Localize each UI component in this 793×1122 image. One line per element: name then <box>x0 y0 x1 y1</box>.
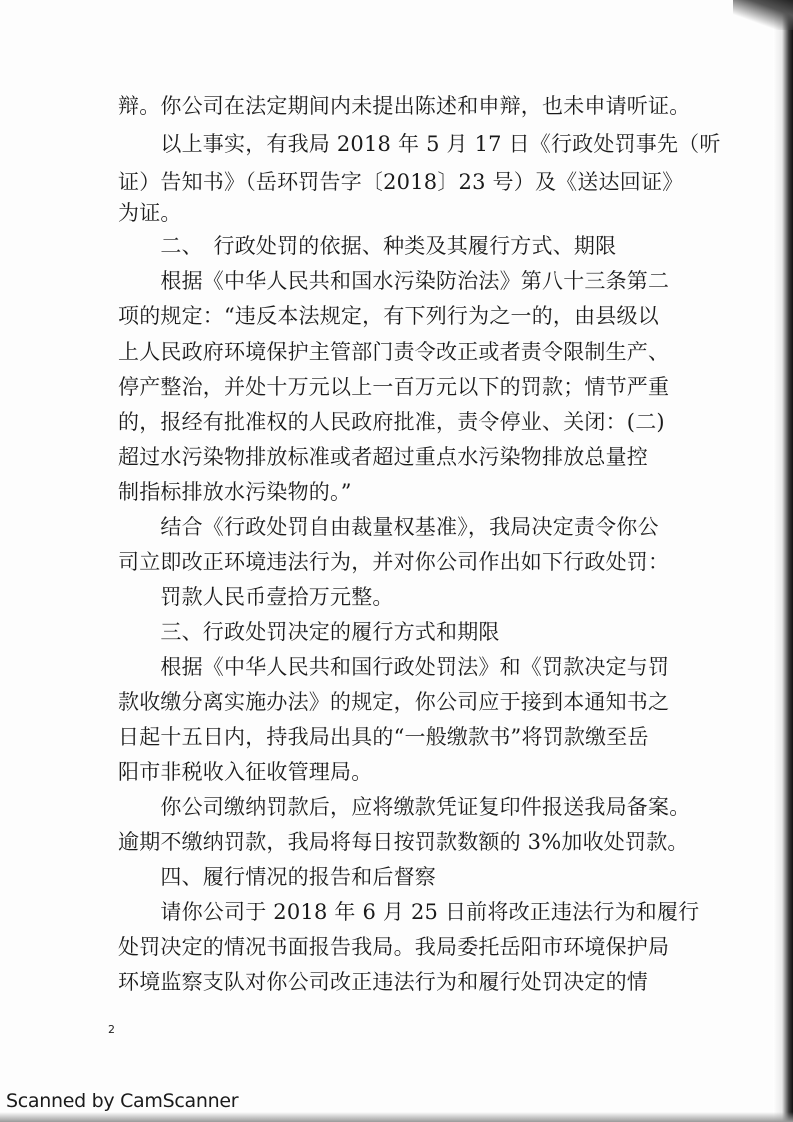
text-line: 上人民政府环境保护主管部门责令改正或者责令限制生产、 <box>118 340 670 364</box>
text-line: 为证。 <box>118 201 182 225</box>
text-line: 根据《中华人民共和国行政处罚法》和《罚款决定与罚 <box>118 655 670 679</box>
text-line: 阳市非税收入征收管理局。 <box>118 760 373 784</box>
scan-bottom-shadow <box>0 1112 793 1122</box>
text-line: 以上事实，有我局 2018 年 5 月 17 日《行政处罚事先（听 <box>118 132 721 156</box>
text-line: 罚款人民币壹拾万元整。 <box>118 585 394 609</box>
text-line: 制指标排放水污染物的。” <box>118 480 352 504</box>
section-heading: 二、 行政处罚的依据、种类及其履行方式、期限 <box>118 234 617 258</box>
text-line: 司立即改正环境违法行为，并对你公司作出如下行政处罚： <box>118 550 670 574</box>
scan-corner-shadow <box>733 0 793 30</box>
text-line: 停产整治，并处十万元以上一百万元以下的罚款；情节严重 <box>118 375 670 399</box>
text-line: 项的规定：“违反本法规定，有下列行为之一的，由县级以 <box>118 304 659 328</box>
text-line: 根据《中华人民共和国水污染防治法》第八十三条第二 <box>118 269 670 293</box>
section-heading: 三、行政处罚决定的履行方式和期限 <box>118 620 500 644</box>
page-number: 2 <box>108 1023 115 1036</box>
text-line: 证）告知书》（岳环罚告字〔2018〕23 号）及《送达回证》 <box>118 170 684 194</box>
text-line: 处罚决定的情况书面报告我局。我局委托岳阳市环境保护局 <box>118 935 670 959</box>
text-line: 结合《行政处罚自由裁量权基准》，我局决定责令你公 <box>118 515 659 539</box>
scan-edge-shadow <box>773 0 793 1122</box>
text-line: 辩。你公司在法定期间内未提出陈述和申辩，也未申请听证。 <box>118 94 691 118</box>
text-line: 日起十五日内，持我局出具的“一般缴款书”将罚款缴至岳 <box>118 725 649 749</box>
scanner-watermark: Scanned by CamScanner <box>6 1090 239 1112</box>
text-line: 请你公司于 2018 年 6 月 25 日前将改正违法行为和履行 <box>118 900 700 924</box>
section-heading: 四、履行情况的报告和后督察 <box>118 865 436 889</box>
text-line: 你公司缴纳罚款后，应将缴款凭证复印件报送我局备案。 <box>118 795 691 819</box>
text-line: 环境监察支队对你公司改正违法行为和履行处罚决定的情 <box>118 970 648 994</box>
text-line: 的，报经有批准权的人民政府批准，责令停业、关闭：(二) <box>118 410 665 434</box>
text-line: 超过水污染物排放标准或者超过重点水污染物排放总量控 <box>118 445 648 469</box>
text-line: 款收缴分离实施办法》的规定，你公司应于接到本通知书之 <box>118 690 670 714</box>
text-line: 逾期不缴纳罚款，我局将每日按罚款数额的 3%加收处罚款。 <box>118 830 689 854</box>
